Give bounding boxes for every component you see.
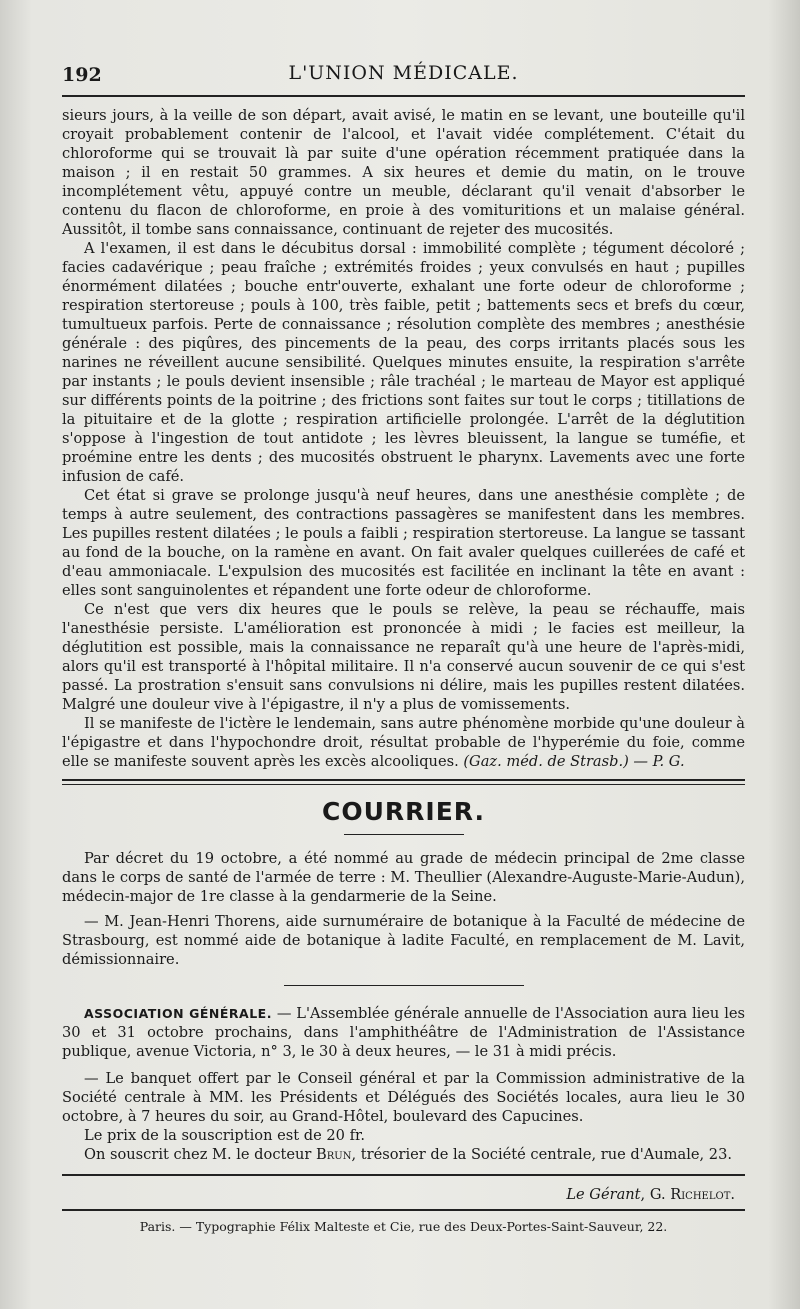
article-paragraph-last <box>62 714 745 771</box>
printer-imprint: Paris. — Typographie Félix Malteste et Cie, rue des Deux-Portes-Saint-Sauveur, 22. <box>139 1219 668 1234</box>
title-underline <box>344 834 464 835</box>
association-heading: ASSOCIATION GÉNÉRALE. <box>84 1006 272 1021</box>
association-text: — L'Assemblée générale annuelle de l'Association aura lieu les 30 et 31 octobre prochains, dans l'amphithéâtre de l'Administration de l'Assistance publique, avenue Victoria, n° 3, le 30 à deux heures, — le 31 à midi précis. <box>62 1005 745 1060</box>
association-notice <box>62 1004 745 1164</box>
subscribe-paragraph <box>62 1145 745 1164</box>
article-paragraph: Cet état si grave se prolonge jusqu'à neuf heures, dans une anesthésie complète ; de temps à autre seulement, des contractions passagères se manifestent dans les membres. Les pupilles restent dilatées ; le pouls a faibli ; respiration stertoreuse. La langue se tassant au fond de la bouche, on la ramène en avant. On fait avaler quelques cuillerées de café et d'eau ammoniacale. L'expulsion des mucosités est facilitée en inclinant la tête en avant : elles sont sanguinolentes et répandent une forte odeur de chloroforme. <box>62 487 745 599</box>
section-divider <box>62 779 745 785</box>
news-item: Par décret du 19 octobre, a été nommé au grade de médecin principal de 2me classe dans le corps de santé de l'armée de terre : M. Theullier (Alexandre-Auguste-Marie-Audun), médecin-major de 1re classe à la gendarmerie de la Seine. <box>62 850 745 905</box>
article-paragraph: Ce n'est que vers dix heures que le pouls se relève, la peau se réchauffe, mais l'anesthésie persiste. L'amélioration est prononcée à midi ; le facies est meilleur, la déglutition est possible, mais la connaissance ne reparaît qu'à une heure de l'après-midi, alors qu'il est transporté à l'hôpital militaire. Il n'a conservé aucun souvenir de ce qui s'est passé. La prostration s'ensuit sans convulsions ni délire, mais les pupilles restent dilatées. Malgré une douleur vive à l'épigastre, il n'y a plus de vomissements. <box>62 601 745 713</box>
treasurer-name: Brun <box>316 1146 352 1163</box>
news-divider <box>284 985 524 986</box>
manager-role: Le Gérant <box>566 1186 641 1203</box>
subscribe-after: , trésorier de la Société centrale, rue d'Aumale, 23. <box>351 1146 733 1163</box>
article-paragraph: sieurs jours, à la veille de son départ, avait avisé, le matin en se levant, une bouteille qu'il croyait probablement contenir de l'alcool, et l'avait vidée complétement. C'était du chloroforme qui se trouvait là par suite d'une opération récemment pratiquée dans la maison ; il en restait 50 grammes. A six heures et demie du matin, on le trouve incomplétement vêtu, appuyé contre un meuble, déclarant qu'il venait d'absorber le contenu du flacon de chloroforme, en proie à des vomituritions et un malaise général. Aussitôt, il tombe sans connaissance, continuant de rejeter des mucosités. <box>62 107 745 238</box>
banquet-paragraph: — Le banquet offert par le Conseil général et par la Commission administrative de la Société centrale à MM. les Présidents et Délégués des Sociétés locales, aura lieu le 30 octobre, à 7 heures du soir, au Grand-Hôtel, boulevard des Capucines. <box>62 1070 745 1125</box>
news-item: — M. Jean-Henri Thorens, aide surnuméraire de botanique à la Faculté de médecine de Strasbourg, est nommé aide de botanique à ladite Faculté, en remplacement de M. Lavit, démissionnaire. <box>62 913 745 968</box>
page-header <box>62 0 745 98</box>
footer-bottom-rule <box>62 1209 745 1211</box>
association-paragraph <box>62 1004 745 1061</box>
article-last-text: Il se manifeste de l'ictère le lendemain, sans autre phénomène morbide qu'une douleur à l'épigastre et dans l'hypochondre droit, résultat probable de l'hyperémie du foie, comme elle se manifeste souvent après les excès alcooliques. <box>62 715 745 770</box>
footer-rule <box>62 1174 745 1176</box>
manager-name: , G. Richelot. <box>640 1186 735 1203</box>
manager-signature <box>62 1186 735 1203</box>
news-list <box>62 849 745 969</box>
journal-title: L'UNION MÉDICALE. <box>288 62 519 84</box>
article-body <box>62 106 745 771</box>
header-rule <box>62 95 745 97</box>
section-title: COURRIER. <box>322 797 485 826</box>
article-paragraph: A l'examen, il est dans le décubitus dorsal : immobilité complète ; tégument décoloré ; facies cadavérique ; peau fraîche ; extrémités froides ; yeux convulsés en haut ; pupilles énormément dilatées ; bouche entr'ouverte, exhalant une forte odeur de chloroforme ; respiration stertoreuse ; pouls à 100, très faible, petit ; battements secs et brefs du cœur, tumultueux parfois. Perte de connaissance ; résolution complète des membres ; anesthésie générale : des piqûres, des pincements de la peau, des corps irritants placés sous les narines ne réveillent aucune sensibilité. Quelques minutes ensuite, la respiration s'arrête par instants ; le pouls devient insensible ; râle trachéal ; le marteau de Mayor est appliqué sur différents points de la poitrine ; des frictions sont faites sur tout le corps ; titillations de la pituitaire et de la glotte ; respiration artificielle prolongée. L'arrêt de la déglutition s'oppose à l'ingestion de tout antidote ; les lèvres bleuissent, la langue se tuméfie, et proémine entre les dents ; des mucosités obstruent le pharynx. Lavements avec une forte infusion de café. <box>62 240 745 485</box>
article-source: (Gaz. méd. de Strasb.) — P. G. <box>463 753 685 770</box>
subscribe-before: On souscrit chez M. le docteur <box>84 1146 317 1163</box>
price-paragraph: Le prix de la souscription est de 20 fr. <box>84 1127 365 1144</box>
page-number: 192 <box>62 64 102 86</box>
